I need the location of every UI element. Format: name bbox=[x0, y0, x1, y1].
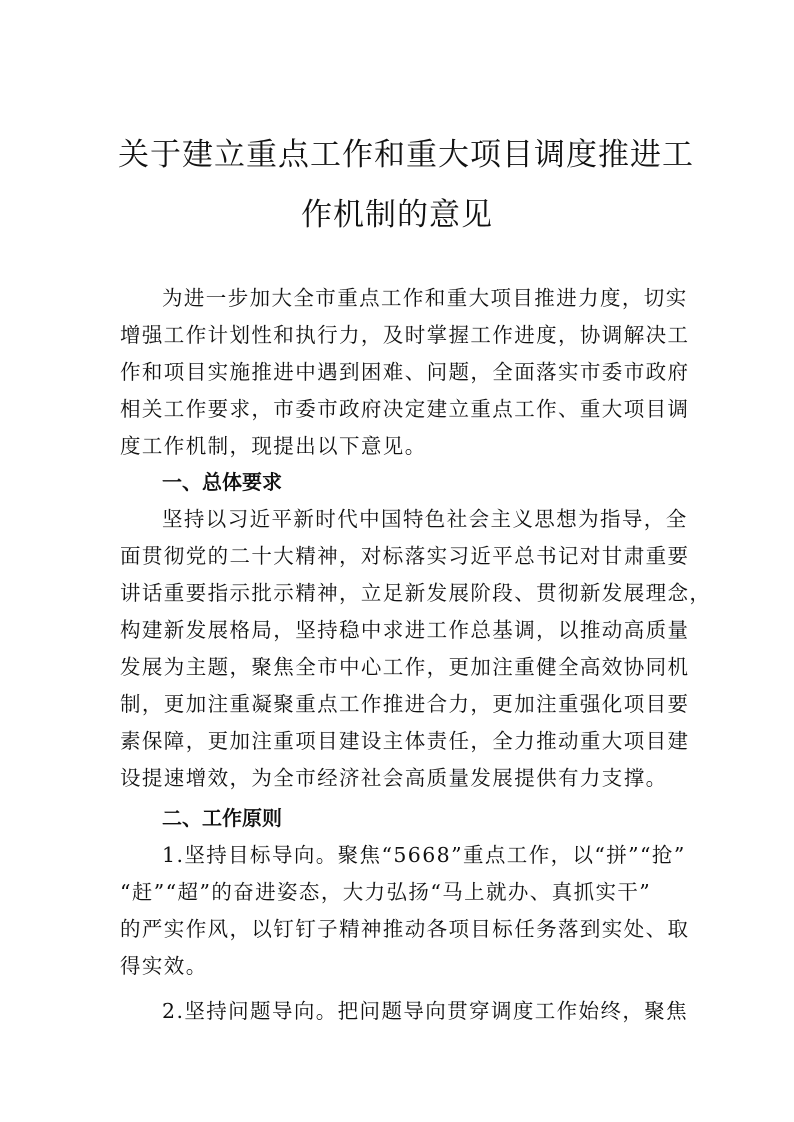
section1-line: 面贯彻党的二十大精神，对标落实习近平总书记对甘肃重要 bbox=[120, 544, 690, 568]
intro-line: 为进一步加大全市重点工作和重大项目推进力度，切实 bbox=[162, 286, 688, 310]
section1-line: 设提速增效，为全市经济社会高质量发展提供有力支撑。 bbox=[120, 766, 668, 790]
section1-line: 发展为主题，聚焦全市中心工作，更加注重健全高效协同机 bbox=[120, 655, 690, 679]
section1-line: 构建新发展格局，坚持稳中求进工作总基调，以推动高质量 bbox=[120, 618, 690, 642]
section1-paragraph bbox=[120, 501, 712, 797]
section2-heading: 二、工作原则 bbox=[162, 806, 282, 830]
intro-line: 度工作机制，现提出以下意见。 bbox=[120, 434, 427, 458]
section2-item2-line: 2.坚持问题导向。把问题导向贯穿调度工作始终，聚焦 bbox=[162, 999, 689, 1023]
section2-item2 bbox=[120, 993, 689, 1030]
section1-line: 素保障，更加注重项目建设主体责任，全力推动重大项目建 bbox=[120, 729, 690, 753]
intro-line: 增强工作计划性和执行力，及时掌握工作进度，协调解决工 bbox=[120, 323, 690, 347]
section2-item1 bbox=[120, 837, 690, 985]
intro-line: 作和项目实施推进中遇到困难、问题，全面落实市委市政府 bbox=[120, 360, 690, 384]
section2-item1-line: “赶”“超”的奋进姿态，大力弘扬“马上就办、真抓实干” bbox=[120, 880, 652, 904]
title-line: 关于建立重点工作和重大项目调度推进工 bbox=[118, 137, 694, 173]
section1-line: 讲话重要指示批示精神，立足新发展阶段、贯彻新发展理念， bbox=[120, 581, 712, 605]
section2-item1-line: 1.坚持目标导向。聚焦“5668”重点工作，以“拼”“抢” bbox=[162, 843, 686, 867]
intro-line: 相关工作要求，市委市政府决定建立重点工作、重大项目调 bbox=[120, 397, 690, 421]
section2-item1-line: 得实效。 bbox=[120, 954, 208, 978]
section1-line: 坚持以习近平新时代中国特色社会主义思想为指导，全 bbox=[162, 507, 688, 531]
intro-paragraph bbox=[120, 280, 690, 465]
section1-heading: 一、总体要求 bbox=[162, 470, 282, 494]
section2-item1-line: 的严实作风，以钉钉子精神推动各项目标任务落到实处、取 bbox=[120, 917, 690, 941]
document-title bbox=[118, 125, 694, 245]
section1-line: 制，更加注重凝聚重点工作推进合力，更加注重强化项目要 bbox=[120, 692, 690, 716]
title-line: 作机制的意见 bbox=[301, 197, 493, 233]
